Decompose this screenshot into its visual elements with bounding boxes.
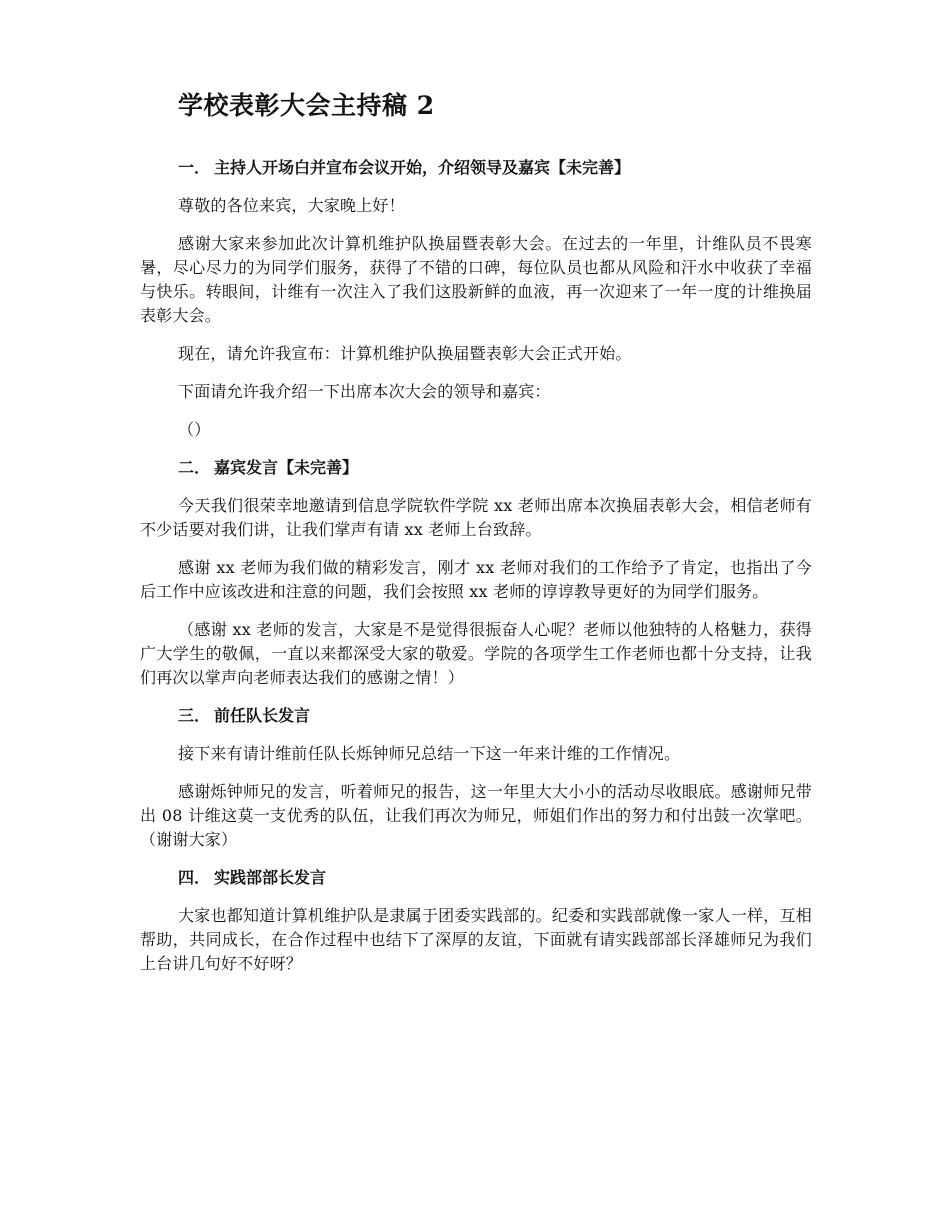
paragraph: 下面请允许我介绍一下出席本次大会的领导和嘉宾： (178, 382, 551, 401)
section-heading (178, 866, 812, 890)
paragraph: 感谢烁钟师兄的发言，听着师兄的报告，这一年里大大小小的活动尽收眼底。感谢师兄带出 08 计维这莫一支优秀的队伍，让我们再次为师兄，师姐们作出的努力和付出鼓一次掌吧。（谢谢大家） (140, 782, 812, 849)
paragraph: 大家也都知道计算机维护队是隶属于团委实践部的。纪委和实践部就像一家人一样，互相帮助，共同成长，在合作过程中也结下了深厚的友谊，下面就有请实践部部长泽雄师兄为我们上台讲几句好不好呀？ (140, 906, 812, 973)
section-number: 一． (178, 158, 211, 177)
section-guest-speech (140, 456, 812, 690)
paragraph: 感谢 xx 老师为我们做的精彩发言，刚才 xx 老师对我们的工作给予了肯定，也指出了今后工作中应该改进和注意的问题，我们会按照 xx 老师的谆谆教导更好的为同学们服务。 (140, 558, 812, 601)
section-number: 二． (178, 458, 211, 477)
section-heading-text: 实践部部长发言 (214, 868, 327, 887)
paragraph: 现在，请允许我宣布：计算机维护队换届暨表彰大会正式开始。 (178, 344, 632, 363)
document-title: 学校表彰大会主持稿 2 (178, 91, 435, 120)
document-page (140, 86, 812, 990)
section-number: 四． (178, 868, 211, 887)
paragraph: （） (178, 420, 211, 439)
section-heading-text: 前任队长发言 (214, 706, 311, 725)
section-heading (178, 156, 812, 180)
section-number: 三． (178, 706, 211, 725)
section-heading (178, 456, 812, 480)
paragraph: 今天我们很荣幸地邀请到信息学院软件学院 xx 老师出席本次换届表彰大会，相信老师有不少话要对我们讲，让我们掌声有请 xx 老师上台致辞。 (140, 496, 812, 539)
section-heading-text: 嘉宾发言【未完善】 (214, 458, 359, 477)
section-heading (178, 704, 812, 728)
section-opening (140, 156, 812, 442)
paragraph: （感谢 xx 老师的发言，大家是不是觉得很振奋人心呢？老师以他独特的人格魅力，获得广大学生的敬佩，一直以来都深受大家的敬爱。学院的各项学生工作老师也都十分支持，让我们再次以掌声向老师表达我们的感谢之情！） (140, 620, 812, 687)
section-former-captain (140, 704, 812, 852)
paragraph: 接下来有请计维前任队长烁钟师兄总结一下这一年来计维的工作情况。 (178, 744, 681, 763)
section-heading-text: 主持人开场白并宣布会议开始，介绍领导及嘉宾【未完善】 (214, 158, 631, 177)
paragraph: 感谢大家来参加此次计算机维护队换届暨表彰大会。在过去的一年里，计维队员不畏寒暑，尽心尽力的为同学们服务，获得了不错的口碑，每位队员也都从风险和汗水中收获了幸福与快乐。转眼间，计维有一次注入了我们这股新鲜的血液，再一次迎来了一年一度的计维换届表彰大会。 (140, 234, 812, 325)
paragraph: 尊敬的各位来宾，大家晚上好！ (178, 196, 405, 215)
section-practice-dept (140, 866, 812, 976)
